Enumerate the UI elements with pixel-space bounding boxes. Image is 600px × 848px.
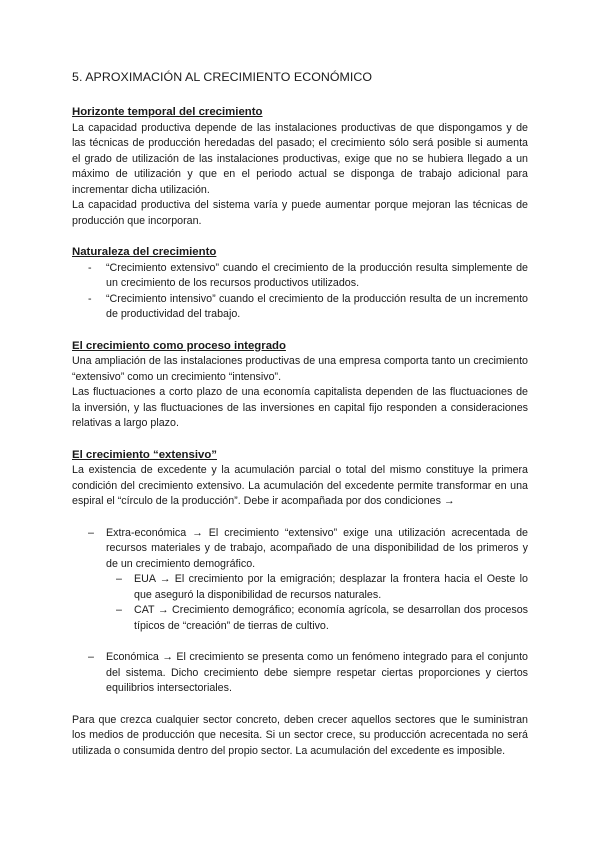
list-item [72,261,528,292]
heading-integrado: El crecimiento como proceso integrado [72,339,286,352]
list-item-text: CAT → Crecimiento demográfico; economía agrícola, se desarrollan dos procesos típicos de “creación” de tierras de cultivo. [134,604,528,632]
list-condiciones-2 [72,650,528,697]
dash-bullet: – [88,526,94,539]
paragraph-integrado-2: Las fluctuaciones a corto plazo de una economía capitalista dependen de las fluctuaciones de la inversión, y las fluctuaciones de las inversiones en capital fijo responden a consideraciones relativas a largo plazo. [72,386,528,429]
sublist-item-eua [72,572,528,603]
dash-bullet: – [116,604,122,616]
paragraph-integrado-1: Una ampliación de las instalaciones productivas de una empresa comporta tanto un crecimiento “extensivo” como un crecimiento “intensivo”. [72,355,528,383]
dash-bullet: – [88,651,94,663]
heading-extensivo: El crecimiento “extensivo” [72,448,217,461]
page-title: 5. APROXIMACIÓN AL CRECIMIENTO ECONÓMICO [72,70,373,84]
list-item-text: “Crecimiento extensivo” cuando el crecimiento de la producción resulta simplemente de un crecimiento de los recursos productivos utilizados. [106,261,528,289]
paragraph-horizonte-2: La capacidad productiva del sistema varía y puede aumentar porque mejoran las técnicas de producción que incorporan. [72,199,528,227]
list-item-text: Económica → El crecimiento se presenta como un fenómeno integrado para el conjunto del sistema. Dicho crecimiento debe siempre respetar ciertas proporciones y ciertos equilibrios intersectoriales. [106,651,528,694]
paragraph-horizonte-1: La capacidad productiva depende de las instalaciones productivas de que dispongamos y de las técnicas de producción heredadas del pasado; el crecimiento sólo será posible si aumenta el grado de utilización de las instalaciones productivas, exige que no se hubiera llegado a un máximo de utilización y que en el periodo actual se disponga de trabajo adicional para incrementar dicha utilización. [72,121,528,196]
dash-bullet: - [88,261,92,274]
list-item-extra-economica [72,526,528,573]
dash-bullet: - [88,292,92,305]
list-naturaleza [72,261,528,323]
list-item-economica [72,650,528,697]
sublist-item-cat [72,603,528,634]
dash-bullet: – [116,573,122,585]
list-condiciones [72,526,528,635]
list-item-text: “Crecimiento intensivo” cuando el crecimiento de la producción resulta de un incremento de productividad del trabajo. [106,292,528,320]
paragraph-final: Para que crezca cualquier sector concreto, deben crecer aquellos sectores que le suministran los medios de producción que necesita. Si un sector crece, su producción acrecentada no será utilizada o consumida dentro del propio sector. La acumulación del excedente es imposible. [72,713,528,757]
list-item [72,292,528,323]
paragraph-extensivo-1: La existencia de excedente y la acumulación parcial o total del mismo constituye la primera condición del crecimiento extensivo. La acumulación del excedente permite transformar en una espiral el “círculo de la producción”. Debe ir acompañada por dos condiciones → [72,464,528,507]
list-item-text: Extra-económica → El crecimiento “extensivo” exige una utilización acrecentada de recursos materiales y de trabajo, acompañado de una disponibilidad de los primeros y de un crecimiento demográfico. [106,526,528,570]
heading-naturaleza: Naturaleza del crecimiento [72,246,217,258]
heading-horizonte: Horizonte temporal del crecimiento [72,106,263,118]
list-item-text: EUA → El crecimiento por la emigración; desplazar la frontera hacia el Oeste lo que aseguró la disponibilidad de recursos naturales. [134,573,528,601]
